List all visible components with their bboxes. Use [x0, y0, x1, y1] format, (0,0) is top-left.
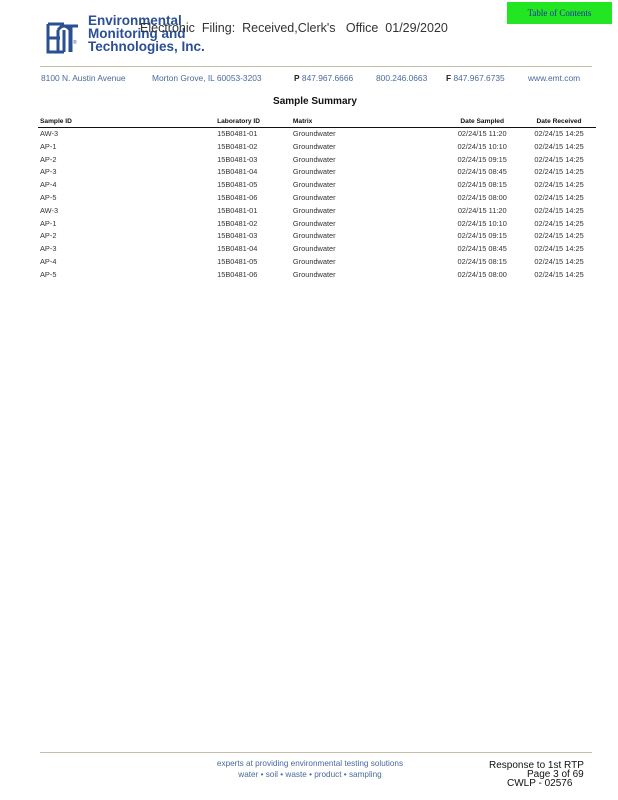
cell-date-sampled: 02/24/15 08:00 [457, 192, 507, 202]
address-fax [446, 73, 505, 83]
sample-summary-table [38, 117, 596, 282]
cell-date-received: 02/24/15 14:25 [534, 180, 584, 190]
table-row [38, 205, 596, 218]
cell-matrix: Groundwater [292, 205, 336, 215]
address-street: 8100 N. Austin Avenue [41, 73, 126, 83]
table-row [38, 256, 596, 269]
filing-stamp: Electronic Filing: Received,Clerk's Office 01/29/2020 [140, 21, 448, 35]
cell-laboratory-id: 15B0481-01 [217, 205, 258, 215]
header-laboratory-id: Laboratory ID [217, 117, 293, 128]
table-row [38, 166, 596, 179]
footer-services: water • soil • waste • product • sampling [238, 770, 382, 779]
company-line-2: Monitoring and [88, 26, 186, 41]
cell-matrix: Groundwater [292, 244, 336, 254]
company-line-1: Environmental [88, 13, 182, 28]
table-row [38, 192, 596, 205]
cell-laboratory-id: 15B0481-04 [217, 244, 258, 254]
cell-date-sampled: 02/24/15 11:20 [457, 129, 507, 138]
cell-date-sampled: 02/24/15 08:45 [457, 167, 507, 177]
header-matrix: Matrix [293, 117, 442, 128]
table-row [38, 243, 596, 256]
cell-sample-id: AW-3 [40, 205, 59, 215]
table-row [38, 230, 596, 243]
cell-date-received: 02/24/15 14:25 [534, 129, 584, 138]
cell-date-received: 02/24/15 14:25 [534, 205, 584, 215]
cell-sample-id: AP-3 [40, 244, 57, 254]
cell-sample-id: AP-1 [40, 218, 57, 228]
table-row [38, 218, 596, 231]
cell-matrix: Groundwater [292, 154, 336, 164]
page-number: Page 3 of 69 [527, 769, 584, 780]
table-row [38, 269, 596, 282]
cell-laboratory-id: 15B0481-05 [217, 256, 258, 266]
fax-prefix: F [446, 73, 452, 83]
header-date-sampled: Date Sampled [442, 117, 522, 128]
cell-date-received: 02/24/15 14:25 [534, 218, 584, 228]
table-row [38, 128, 596, 141]
address-phone [294, 73, 353, 83]
cell-laboratory-id: 15B0481-02 [217, 141, 258, 151]
response-label: Response to 1st RTP [489, 760, 584, 771]
table-row [38, 141, 596, 154]
page-title: Sample Summary [273, 96, 357, 107]
header-sample-id: Sample ID [38, 117, 217, 128]
company-line-3: Technologies, Inc. [88, 39, 205, 54]
cell-sample-id: AP-3 [40, 167, 57, 177]
cwlp-number: CWLP - 02576 [507, 778, 573, 789]
cell-laboratory-id: 15B0481-03 [217, 154, 258, 164]
cell-matrix: Groundwater [292, 180, 336, 190]
cell-date-sampled: 02/24/15 09:15 [457, 154, 507, 164]
cell-matrix: Groundwater [292, 218, 336, 228]
cell-date-sampled: 02/24/15 09:15 [457, 231, 507, 241]
cell-matrix: Groundwater [292, 141, 336, 151]
cell-date-sampled: 02/24/15 08:45 [457, 244, 507, 254]
cell-laboratory-id: 15B0481-02 [217, 218, 258, 228]
table-row [38, 179, 596, 192]
cell-laboratory-id: 15B0481-04 [217, 167, 258, 177]
cell-sample-id: AP-2 [40, 154, 57, 164]
address-website: www.emt.com [528, 73, 581, 83]
registered-mark: ® [73, 40, 77, 46]
cell-matrix: Groundwater [292, 269, 336, 279]
table-row [38, 154, 596, 167]
cell-date-sampled: 02/24/15 10:10 [457, 141, 507, 151]
cell-matrix: Groundwater [292, 129, 336, 138]
cell-laboratory-id: 15B0481-06 [217, 269, 258, 279]
table-of-contents-link[interactable]: Table of Contents [507, 2, 612, 24]
cell-date-sampled: 02/24/15 11:20 [457, 205, 507, 215]
cell-date-received: 02/24/15 14:25 [534, 154, 584, 164]
cell-laboratory-id: 15B0481-03 [217, 231, 258, 241]
cell-laboratory-id: 15B0481-06 [217, 192, 258, 202]
header-divider [40, 66, 592, 67]
cell-sample-id: AP-4 [40, 256, 57, 266]
cell-matrix: Groundwater [292, 231, 336, 241]
emt-logo-icon [40, 18, 80, 56]
cell-sample-id: AP-4 [40, 180, 57, 190]
phone-prefix: P [294, 73, 300, 83]
cell-date-sampled: 02/24/15 08:15 [457, 256, 507, 266]
cell-date-sampled: 02/24/15 10:10 [457, 218, 507, 228]
header-date-received: Date Received [522, 117, 596, 128]
table-header-row [38, 117, 596, 128]
cell-sample-id: AP-5 [40, 269, 57, 279]
address-tollfree: 800.246.0663 [376, 73, 428, 83]
phone-number: 847.967.6666 [301, 73, 354, 83]
cell-date-received: 02/24/15 14:25 [534, 167, 584, 177]
cell-date-received: 02/24/15 14:25 [534, 141, 584, 151]
cell-date-received: 02/24/15 14:25 [534, 244, 584, 254]
cell-date-received: 02/24/15 14:25 [534, 231, 584, 241]
cell-date-received: 02/24/15 14:25 [534, 256, 584, 266]
footer-divider [40, 752, 592, 753]
cell-laboratory-id: 15B0481-05 [217, 180, 258, 190]
cell-sample-id: AW-3 [40, 129, 59, 138]
cell-sample-id: AP-1 [40, 141, 57, 151]
cell-matrix: Groundwater [292, 167, 336, 177]
address-city: Morton Grove, IL 60053-3203 [152, 73, 262, 83]
fax-number: 847.967.6735 [453, 73, 505, 83]
footer-tagline: experts at providing environmental testing solutions [216, 759, 404, 768]
cell-date-sampled: 02/24/15 08:15 [457, 180, 507, 190]
cell-sample-id: AP-5 [40, 192, 57, 202]
cell-date-received: 02/24/15 14:25 [534, 269, 584, 279]
response-stamp [489, 761, 584, 788]
cell-date-received: 02/24/15 14:25 [534, 192, 584, 202]
cell-sample-id: AP-2 [40, 231, 57, 241]
cell-matrix: Groundwater [292, 256, 336, 266]
cell-laboratory-id: 15B0481-01 [217, 129, 258, 138]
cell-matrix: Groundwater [292, 192, 336, 202]
cell-date-sampled: 02/24/15 08:00 [457, 269, 507, 279]
